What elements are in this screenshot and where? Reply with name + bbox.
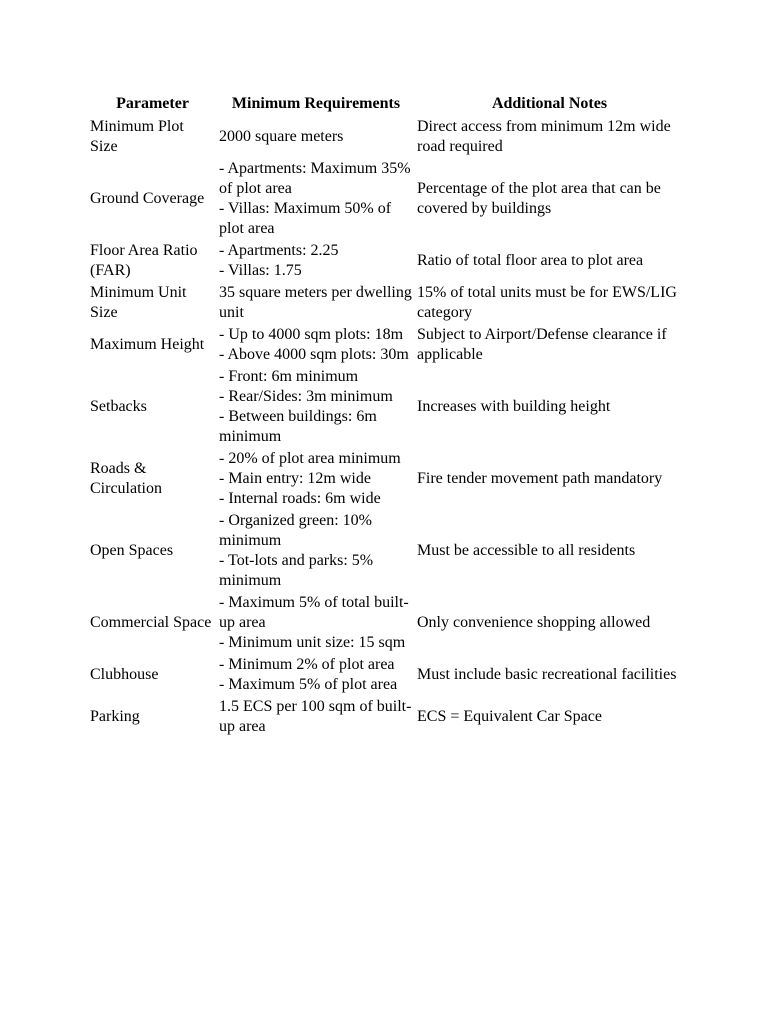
cell-notes: Subject to Airport/Defense clearance if applicable — [417, 326, 667, 363]
cell-parameter: Minimum Plot Size — [90, 118, 184, 155]
cell-requirements — [217, 240, 415, 282]
requirement-line: - Minimum unit size: 15 sqm — [219, 634, 406, 651]
requirement-line: 2000 square meters — [219, 128, 344, 145]
requirement-line: - Villas: 1.75 — [219, 262, 302, 279]
cell-parameter: Setbacks — [90, 398, 147, 415]
cell-requirements — [217, 654, 415, 696]
cell-notes: Fire tender movement path mandatory — [417, 470, 663, 487]
cell-requirements — [217, 592, 415, 654]
cell-parameter: Clubhouse — [90, 666, 159, 683]
requirement-line: - Villas: Maximum 50% of plot area — [219, 200, 392, 237]
cell-requirements — [217, 116, 415, 158]
table-row — [88, 510, 684, 592]
cell-notes: Must include basic recreational facilities — [417, 666, 677, 683]
cell-parameter: Maximum Height — [90, 336, 205, 353]
table-row — [88, 448, 684, 510]
cell-requirements — [217, 448, 415, 510]
requirement-line: - Front: 6m minimum — [219, 368, 359, 385]
requirement-line: - Between buildings: 6m minimum — [219, 408, 377, 445]
cell-parameter: Parking — [90, 708, 140, 725]
table-row — [88, 116, 684, 158]
requirement-line: - Minimum 2% of plot area — [219, 656, 395, 673]
table-row — [88, 240, 684, 282]
requirement-line: - 20% of plot area minimum — [219, 450, 401, 467]
cell-notes: 15% of total units must be for EWS/LIG category — [417, 284, 677, 321]
cell-parameter: Minimum Unit Size — [90, 284, 187, 321]
requirement-line: - Apartments: Maximum 35% of plot area — [219, 160, 411, 197]
table-row — [88, 592, 684, 654]
requirement-line: - Up to 4000 sqm plots: 18m — [219, 326, 404, 343]
cell-parameter: Roads & Circulation — [90, 460, 162, 497]
cell-notes: Must be accessible to all residents — [417, 542, 636, 559]
table-row — [88, 282, 684, 324]
requirement-line: - Organized green: 10% minimum — [219, 512, 372, 549]
cell-requirements — [217, 282, 415, 324]
cell-notes: ECS = Equivalent Car Space — [417, 708, 602, 725]
cell-requirements — [217, 696, 415, 738]
table-row — [88, 324, 684, 366]
cell-parameter: Ground Coverage — [90, 190, 205, 207]
cell-parameter: Open Spaces — [90, 542, 174, 559]
requirement-line: - Tot-lots and parks: 5% minimum — [219, 552, 374, 589]
table-row — [88, 158, 684, 240]
cell-notes: Ratio of total floor area to plot area — [417, 252, 644, 269]
cell-parameter: Floor Area Ratio (FAR) — [90, 242, 198, 279]
cell-requirements — [217, 366, 415, 448]
requirements-table — [88, 94, 684, 738]
header-additional-notes: Additional Notes — [491, 95, 608, 112]
cell-notes: Only convenience shopping allowed — [417, 614, 651, 631]
header-minimum-requirements: Minimum Requirements — [231, 95, 401, 112]
table-row — [88, 696, 684, 738]
cell-requirements — [217, 158, 415, 240]
header-row — [88, 94, 684, 116]
cell-notes: Percentage of the plot area that can be covered by buildings — [417, 180, 661, 217]
cell-parameter: Commercial Space — [90, 614, 212, 631]
table-row — [88, 654, 684, 696]
requirement-line: - Rear/Sides: 3m minimum — [219, 388, 393, 405]
cell-requirements — [217, 324, 415, 366]
requirement-line: - Above 4000 sqm plots: 30m — [219, 346, 409, 363]
requirement-line: 1.5 ECS per 100 sqm of built-up area — [219, 698, 412, 735]
requirement-line: - Maximum 5% of total built-up area — [219, 594, 409, 631]
cell-notes: Increases with building height — [417, 398, 611, 415]
requirement-line: - Main entry: 12m wide — [219, 470, 371, 487]
requirement-line: - Internal roads: 6m wide — [219, 490, 381, 507]
table-header — [88, 94, 684, 116]
header-parameter: Parameter — [116, 95, 189, 112]
requirement-line: 35 square meters per dwelling unit — [219, 284, 412, 321]
requirement-line: - Maximum 5% of plot area — [219, 676, 398, 693]
cell-notes: Direct access from minimum 12m wide road required — [417, 118, 671, 155]
requirement-line: - Apartments: 2.25 — [219, 242, 339, 259]
table-row — [88, 366, 684, 448]
cell-requirements — [217, 510, 415, 592]
table-body — [88, 116, 684, 738]
